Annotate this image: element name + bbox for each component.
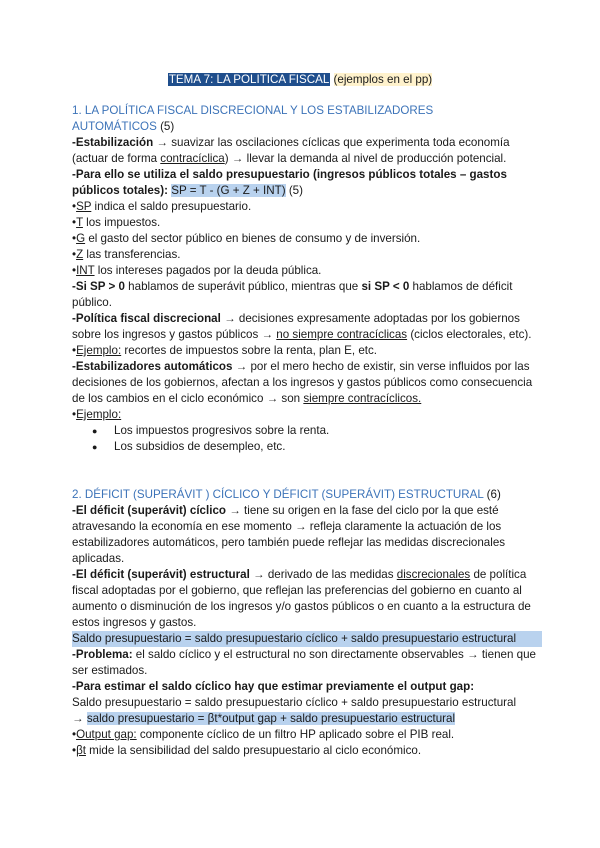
example-bullet-list — [72, 423, 542, 455]
section-2-heading: 2. DÉFICIT (SUPERÁVIT ) CÍCLICO Y DÉFICIT (SUPERÁVIT) ESTRUCTURAL (6) — [72, 488, 501, 501]
paragraph-saldo: -Para ello se utiliza el saldo presupuestario (ingresos públicos totales – gastos públicos totales): SP = T - (G + Z + INT) (5) — [72, 168, 507, 197]
paragraph-politica-discrecional: -Política fiscal discrecional → decisiones expresamente adoptadas por los gobiernos sobre los ingresos y gastos públicos → no siempre contracíclicas (ciclos electorales, etc). — [72, 312, 532, 341]
formula-saldo-2: Saldo presupuestario = saldo presupuestario cíclico + saldo presupuestario estructural — [72, 696, 517, 709]
title-note: (ejemplos en el pp) — [333, 73, 433, 86]
formula-sp: SP = T - (G + Z + INT) — [171, 184, 286, 197]
paragraph-problema: -Problema: el saldo cíclico y el estructural no son directamente observables → tienen que ser estimados. — [72, 648, 536, 677]
paragraph-output-gap: •Output gap: componente cíclico de un filtro HP aplicado sobre el PIB real. — [72, 728, 455, 741]
paragraph-estabilizacion: -Estabilización → suavizar las oscilaciones cíclicas que experimenta toda economía (actuar de forma contracíclica) → llevar la demanda al nivel de producción potencial. — [72, 136, 510, 165]
paragraph-si-sp: -Si SP > 0 hablamos de superávit público, mientras que si SP < 0 hablamos de déficit público. — [72, 280, 513, 309]
paragraph-deficit-estructural: -El déficit (superávit) estructural → derivado de las medidas discrecionales de política fiscal adoptadas por el gobierno, que reflejan las preferencias del gobierno en cuanto al aumento o disminución de los ingresos y/o gastos públicos o en cuanto a la estructura de estos ingresos y gastos. — [72, 568, 531, 629]
paragraph-ejemplo-2: •Ejemplo: — [72, 408, 122, 421]
definition-item: •SP indica el saldo presupuestario. — [72, 200, 252, 213]
page-title — [0, 72, 600, 88]
paragraph-beta: •βt mide la sensibilidad del saldo presupuestario al ciclo económico. — [72, 744, 422, 757]
section-2 — [72, 487, 542, 759]
list-item: ● Los impuestos progresivos sobre la renta. — [92, 423, 542, 439]
formula-beta: → saldo presupuestario = βt*output gap + saldo presupuestario estructural — [72, 712, 456, 725]
paragraph-estabilizadores: -Estabilizadores automáticos → por el mero hecho de existir, sin verse influidos por las decisiones de los gobiernos, afectan a los ingresos y gastos públicos como consecuencia de los cambios en el ciclo económico → son siempre contracíclicos. — [72, 360, 533, 405]
title-highlighted: TEMA 7: LA POLITICA FISCAL — [168, 73, 330, 86]
definition-list — [72, 199, 542, 279]
section-1-heading: 1. LA POLÍTICA FISCAL DISCRECIONAL Y LOS ESTABILIZADORES AUTOMÁTICOS (5) — [72, 104, 434, 133]
paragraph-estimar: -Para estimar el saldo cíclico hay que estimar previamente el output gap: — [72, 680, 475, 693]
definition-item: •T los impuestos. — [72, 216, 161, 229]
definition-item: •INT los intereses pagados por la deuda pública. — [72, 264, 322, 277]
paragraph-ejemplo-1: •Ejemplo: recortes de impuestos sobre la renta, plan E, etc. — [72, 344, 378, 357]
list-item: ● Los subsidios de desempleo, etc. — [92, 439, 542, 455]
definition-item: •G el gasto del sector público en bienes de consumo y de inversión. — [72, 232, 421, 245]
section-1 — [72, 103, 542, 455]
formula-saldo: Saldo presupuestario = saldo presupuestario cíclico + saldo presupuestario estructural — [72, 631, 542, 647]
definition-item: •Z las transferencias. — [72, 248, 181, 261]
paragraph-deficit-ciclico: -El déficit (superávit) cíclico → tiene su origen en la fase del ciclo por la que esté atravesando la economía en ese momento → refleja claramente la actuación de los estabilizadores automáticos, pero también puede reflejar las medidas discrecionales aplicadas. — [72, 504, 506, 565]
